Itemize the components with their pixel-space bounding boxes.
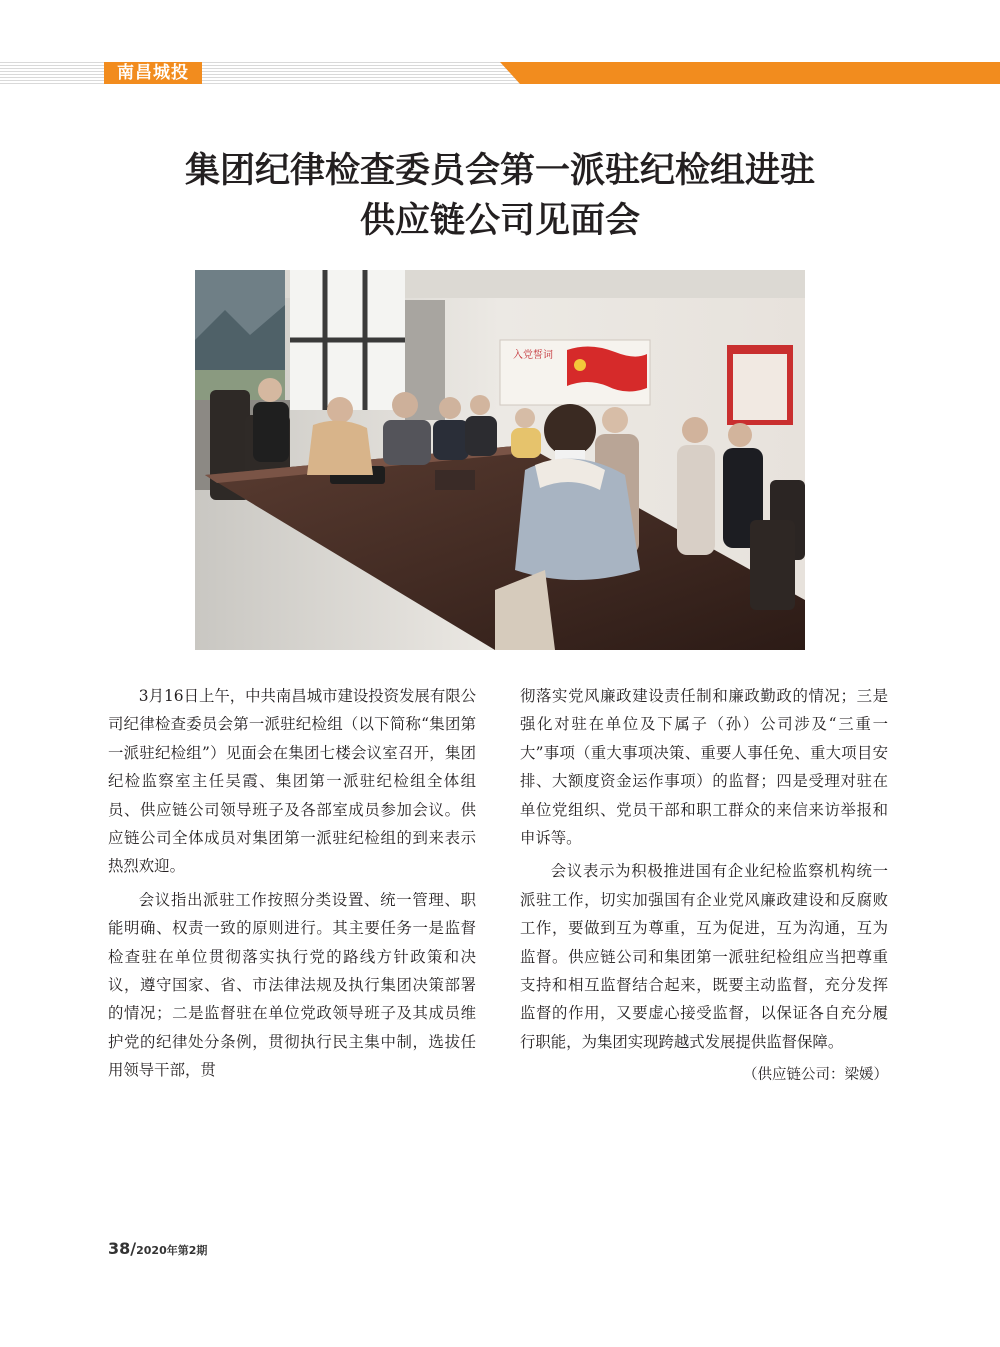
issue-label: 2020年第2期: [136, 1244, 208, 1257]
article-column-right: [520, 682, 888, 1090]
article-column-left: [108, 682, 476, 1090]
byline: （供应链公司：梁媛）: [743, 1067, 888, 1084]
article-title: [100, 146, 900, 246]
paragraph-1: 3月16日上午，中共南昌城市建设投资发展有限公司纪律检查委员会第一派驻纪检组（以下简称“集团第一派驻纪检组”）见面会在集团七楼会议室召开，集团纪检监察室主任吴霞、集团第一派驻纪检组全体组员、供应链公司领导班子及各部室成员参加会议。供应链公司全体成员对集团第一派驻纪检组的到来表示热烈欢迎。: [108, 687, 476, 876]
page-number: 38/: [108, 1239, 137, 1258]
paragraph-3: 会议表示为积极推进国有企业纪检监察机构统一派驻工作，切实加强国有企业党风廉政建设和反腐败工作，要做到互为尊重，互为促进，互为沟通，互为监督。供应链公司和集团第一派驻纪检组应当把尊重支持和相互监督结合起来，既要主动监督，充分发挥监督的作用，又要虚心接受监督，以保证各自充分履行职能，为集团实现跨越式发展提供监督保障。: [520, 862, 888, 1051]
header-band: [0, 62, 1000, 84]
paragraph-2-continued: 彻落实党风廉政建设责任制和廉政勤政的情况；三是强化对驻在单位及下属子（孙）公司涉及“三重一大”事项（重大事项决策、重要人事任免、重大项目安排、大额度资金运作事项）的监督；四是受理对驻在单位党组织、党员干部和职工群众的来信来访举报和申诉等。: [520, 687, 888, 848]
header-accent-bar: [500, 62, 1000, 84]
title-line-2: 供应链公司见面会: [359, 201, 640, 241]
header-stripes: [0, 62, 520, 84]
banner-text: 入党誓词: [513, 350, 553, 361]
title-line-1: 集团纪律检查委员会第一派驻纪检组进驻: [184, 151, 815, 191]
meeting-room-photo-icon: [195, 270, 805, 650]
page-footer: [108, 1239, 207, 1258]
meeting-photo: [195, 270, 805, 650]
section-tag: 南昌城投: [104, 62, 202, 84]
paragraph-2: 会议指出派驻工作按照分类设置、统一管理、职能明确、权责一致的原则进行。其主要任务一是监督检查驻在单位贯彻落实执行党的路线方针政策和决议，遵守国家、省、市法律法规及执行集团决策部署的情况；二是监督驻在单位党政领导班子及其成员维护党的纪律处分条例，贯彻执行民主集中制，选拔任用领导干部，贯: [108, 890, 476, 1080]
